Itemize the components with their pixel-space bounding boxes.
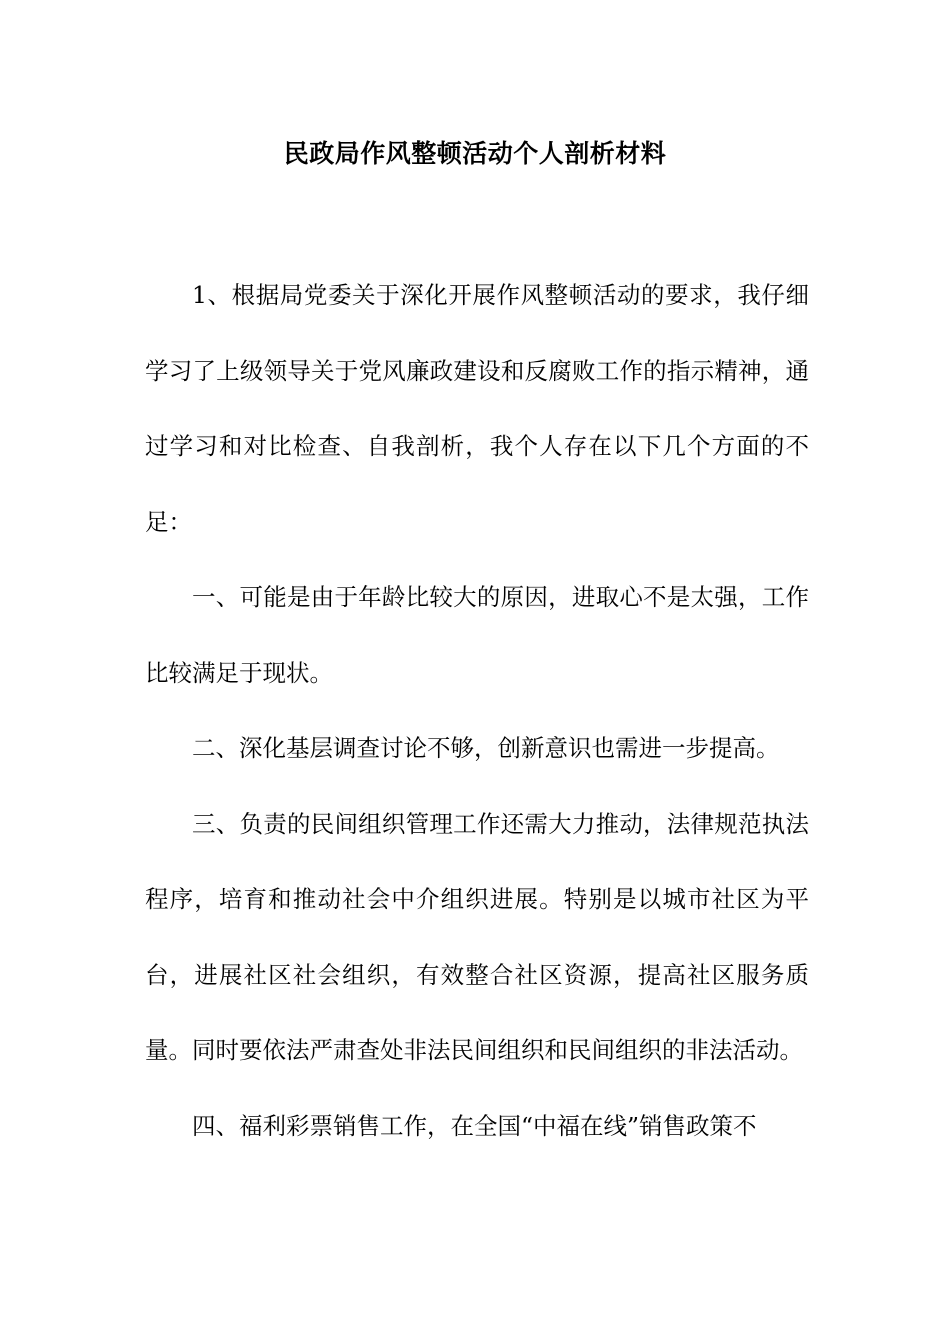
paragraph-point-1: 一、可能是由于年龄比较大的原因，进取心不是太强，工作比较满足于现状。 (145, 583, 809, 687)
paragraph-point-2: 二、深化基层调查讨论不够，创新意识也需进一步提高。 (192, 734, 780, 762)
document-title: 民政局作风整顿活动个人剖析材料 (283, 139, 667, 168)
paragraph-point-4: 四、福利彩票销售工作，在全国“中福在线”销售政策不 (192, 1111, 757, 1140)
paragraph-intro: 1、根据局党委关于深化开展作风整顿活动的要求，我仔细学习了上级领导关于党风廉政建设和反腐败工作的指示精神，通过学习和对比检查、自我剖析，我个人存在以下几个方面的不足： (145, 281, 809, 536)
paragraph-point-3: 三、负责的民间组织管理工作还需大力推动，法律规范执法程序，培育和推动社会中介组织进展。特别是以城市社区为平台，进展社区社会组织，有效整合社区资源，提高社区服务质量。同时要依法严肃查处非法民间组织和民间组织的非法活动。 (145, 809, 809, 1064)
document-body (145, 258, 809, 1164)
